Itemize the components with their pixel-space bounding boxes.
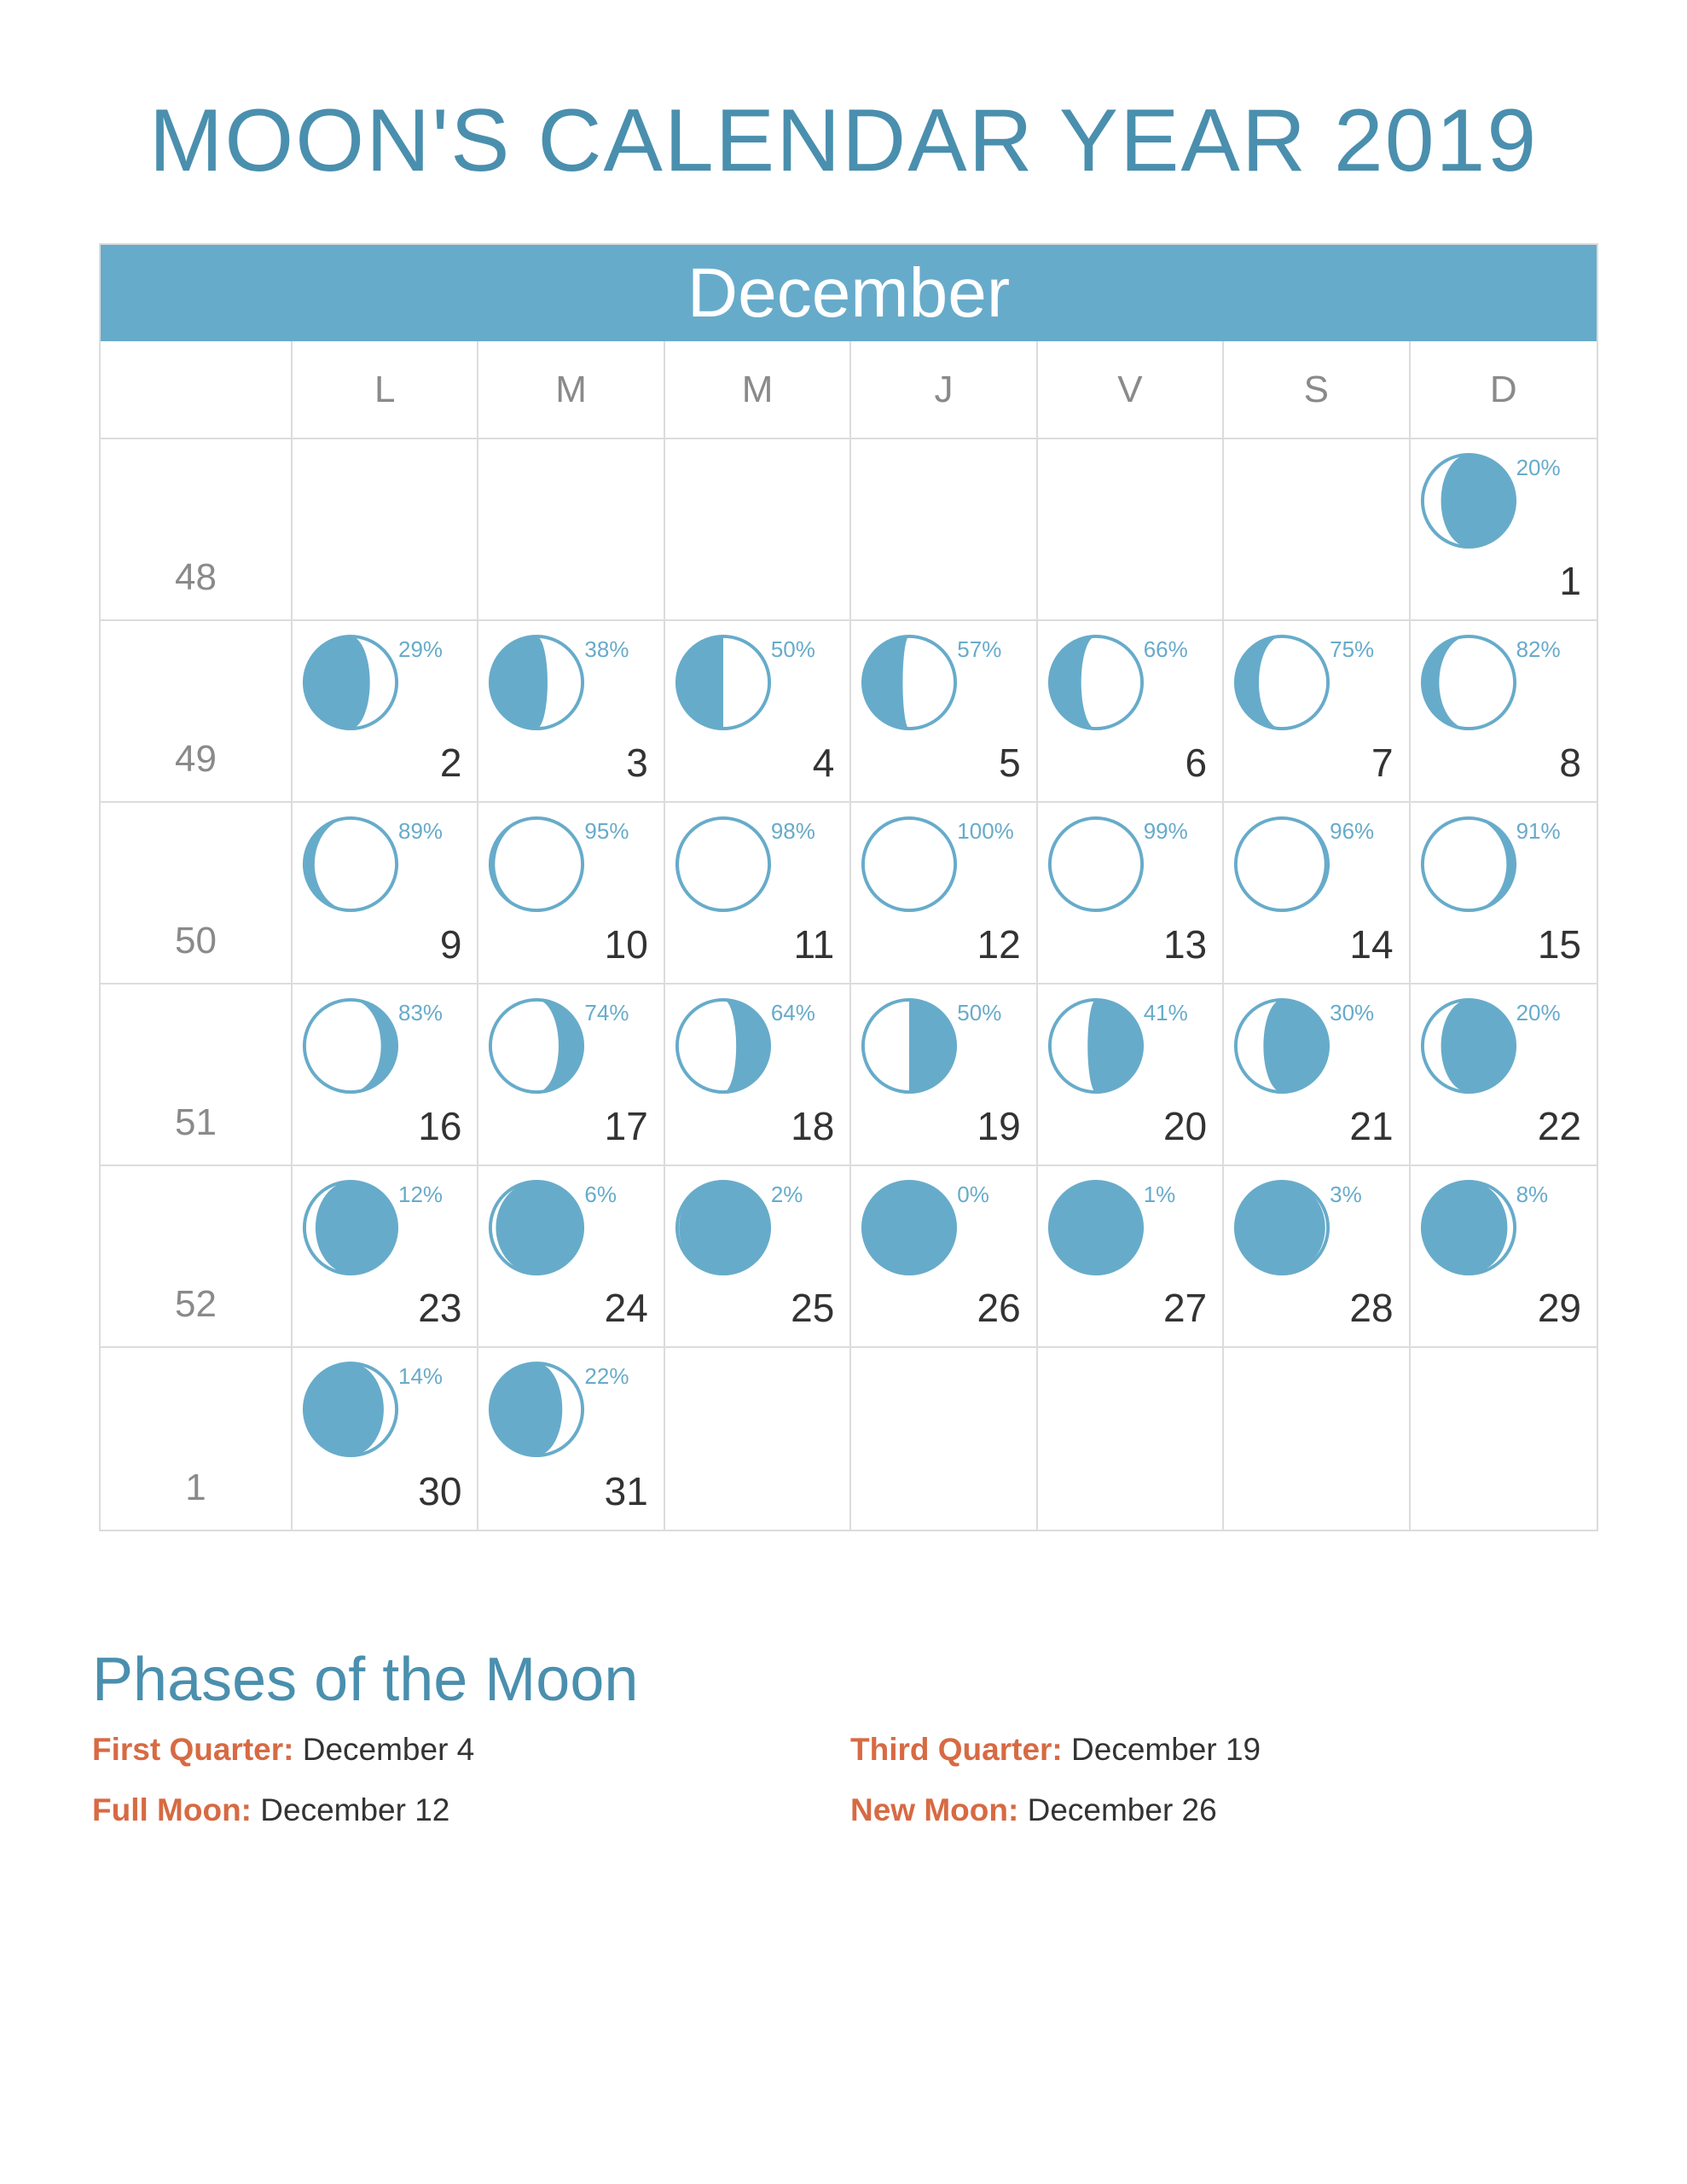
- empty-day-cell: [665, 439, 851, 621]
- moon-phase-icon: [1232, 996, 1332, 1096]
- phase-label: New Moon:: [850, 1792, 1019, 1827]
- illumination-percent: 8%: [1516, 1182, 1549, 1207]
- moon-phase-icon: [300, 1359, 401, 1460]
- day-cell[interactable]: [478, 803, 664, 985]
- illumination-percent: 3%: [1330, 1182, 1362, 1207]
- calendar-grid: [101, 341, 1597, 1530]
- day-cell[interactable]: [1411, 621, 1597, 803]
- day-number: 19: [977, 1104, 1021, 1148]
- weekday-header: V: [1038, 341, 1224, 439]
- moon-phase-icon: [1046, 1177, 1146, 1278]
- day-number: 4: [812, 741, 835, 785]
- illumination-percent: 66%: [1143, 636, 1188, 662]
- phase-date: December 12: [260, 1792, 450, 1827]
- illumination-percent: 12%: [398, 1182, 443, 1207]
- weekday-header: L: [293, 341, 478, 439]
- calendar: [99, 243, 1598, 1531]
- weekday-header: M: [478, 341, 664, 439]
- day-cell[interactable]: [665, 985, 851, 1166]
- moon-phase-icon: [1418, 1177, 1519, 1278]
- day-cell[interactable]: [1038, 985, 1224, 1166]
- empty-day-cell: [1411, 1348, 1597, 1530]
- illumination-percent: 41%: [1143, 1000, 1188, 1025]
- moon-phase-icon: [486, 1359, 587, 1460]
- day-cell[interactable]: [1411, 1166, 1597, 1348]
- day-cell[interactable]: [478, 985, 664, 1166]
- day-number: 16: [418, 1104, 462, 1148]
- phase-date: December 26: [1027, 1792, 1217, 1827]
- phase-label: First Quarter:: [92, 1732, 294, 1767]
- day-number: 18: [791, 1104, 835, 1148]
- day-cell[interactable]: [1224, 1166, 1410, 1348]
- day-number: 23: [418, 1286, 462, 1330]
- phase-new-moon: [850, 1792, 1217, 1828]
- page-title: MOON'S CALENDAR YEAR 2019: [148, 91, 1539, 190]
- week-number: 52: [101, 1166, 293, 1348]
- phase-label: Third Quarter:: [850, 1732, 1063, 1767]
- moon-phase-icon: [300, 1177, 401, 1278]
- moon-phase-icon: [1418, 632, 1519, 733]
- day-number: 8: [1559, 741, 1581, 785]
- weekday-header: S: [1224, 341, 1410, 439]
- day-number: 30: [418, 1469, 462, 1513]
- day-cell[interactable]: [851, 621, 1037, 803]
- weekday-header: D: [1411, 341, 1597, 439]
- moon-phase-icon: [673, 814, 774, 915]
- moon-phase-icon: [859, 996, 959, 1096]
- day-cell[interactable]: [851, 803, 1037, 985]
- day-number: 12: [977, 922, 1021, 967]
- day-cell[interactable]: [1411, 985, 1597, 1166]
- illumination-percent: 82%: [1516, 636, 1561, 662]
- day-cell[interactable]: [293, 1348, 478, 1530]
- illumination-percent: 14%: [398, 1363, 443, 1389]
- day-cell[interactable]: [1411, 803, 1597, 985]
- illumination-percent: 98%: [770, 818, 815, 844]
- moon-phase-icon: [1232, 632, 1332, 733]
- moon-phase-icon: [1046, 632, 1146, 733]
- moon-phase-icon: [486, 1177, 587, 1278]
- day-number: 28: [1349, 1286, 1394, 1330]
- day-number: 24: [604, 1286, 648, 1330]
- day-cell[interactable]: [1411, 439, 1597, 621]
- day-number: 15: [1537, 922, 1581, 967]
- illumination-percent: 74%: [584, 1000, 629, 1025]
- day-cell[interactable]: [1224, 621, 1410, 803]
- illumination-percent: 22%: [584, 1363, 629, 1389]
- day-number: 27: [1162, 1286, 1208, 1330]
- moon-phase-icon: [1046, 814, 1146, 915]
- day-cell[interactable]: [1224, 803, 1410, 985]
- moon-phase-icon: [486, 814, 587, 915]
- moon-phase-icon: [300, 632, 401, 733]
- moon-phase-icon: [859, 814, 959, 915]
- moon-phase-icon: [1418, 450, 1519, 551]
- day-number: 6: [1185, 741, 1208, 785]
- day-number: 2: [439, 741, 462, 785]
- day-number: 14: [1349, 922, 1394, 967]
- illumination-percent: 20%: [1516, 1000, 1561, 1025]
- phase-date: December 4: [302, 1732, 475, 1767]
- moon-phase-icon: [1418, 996, 1519, 1096]
- day-number: 1: [1559, 559, 1581, 603]
- day-cell[interactable]: [478, 621, 664, 803]
- day-number: 21: [1349, 1104, 1394, 1148]
- phase-label: Full Moon:: [92, 1792, 252, 1827]
- illumination-percent: 100%: [957, 818, 1014, 844]
- day-cell[interactable]: [665, 1166, 851, 1348]
- moon-phase-icon: [859, 632, 959, 733]
- day-cell[interactable]: [1038, 621, 1224, 803]
- phases-title: Phases of the Moon: [92, 1646, 639, 1714]
- day-cell[interactable]: [293, 1166, 478, 1348]
- week-number: 51: [101, 985, 293, 1166]
- day-number: 31: [604, 1469, 648, 1513]
- empty-day-cell: [1224, 439, 1410, 621]
- moon-phase-icon: [1046, 996, 1146, 1096]
- illumination-percent: 89%: [398, 818, 443, 844]
- day-cell[interactable]: [665, 803, 851, 985]
- empty-day-cell: [851, 1348, 1037, 1530]
- month-header: December: [101, 245, 1597, 341]
- empty-day-cell: [1224, 1348, 1410, 1530]
- moon-phase-icon: [673, 632, 774, 733]
- day-number: 26: [977, 1286, 1021, 1330]
- day-number: 13: [1162, 922, 1208, 967]
- phase-full-moon: [92, 1792, 449, 1828]
- day-cell[interactable]: [1224, 985, 1410, 1166]
- weekday-header: J: [851, 341, 1037, 439]
- day-number: 5: [999, 741, 1021, 785]
- moon-phase-icon: [673, 1177, 774, 1278]
- illumination-percent: 64%: [770, 1000, 815, 1025]
- weeknum-header-cell: [101, 341, 293, 439]
- day-cell[interactable]: [293, 985, 478, 1166]
- day-number: 17: [604, 1104, 648, 1148]
- moon-phase-icon: [300, 814, 401, 915]
- illumination-percent: 50%: [770, 636, 815, 662]
- moon-phase-icon: [673, 996, 774, 1096]
- illumination-percent: 99%: [1143, 818, 1188, 844]
- empty-day-cell: [851, 439, 1037, 621]
- day-cell[interactable]: [293, 621, 478, 803]
- moon-phase-icon: [1418, 814, 1519, 915]
- moon-phase-icon: [1232, 814, 1332, 915]
- moon-phase-icon: [859, 1177, 959, 1278]
- day-number: 22: [1537, 1104, 1581, 1148]
- illumination-percent: 6%: [584, 1182, 617, 1207]
- day-cell[interactable]: [1038, 803, 1224, 985]
- week-number: 48: [101, 439, 293, 621]
- day-cell[interactable]: [478, 1348, 664, 1530]
- week-number: 50: [101, 803, 293, 985]
- empty-day-cell: [1038, 1348, 1224, 1530]
- empty-day-cell: [1038, 439, 1224, 621]
- empty-day-cell: [478, 439, 664, 621]
- moon-phase-icon: [486, 632, 587, 733]
- empty-day-cell: [665, 1348, 851, 1530]
- weekday-header: M: [665, 341, 851, 439]
- day-number: 9: [439, 922, 462, 967]
- illumination-percent: 57%: [957, 636, 1002, 662]
- illumination-percent: 75%: [1330, 636, 1375, 662]
- day-number: 11: [793, 922, 835, 967]
- phase-third-quarter: [850, 1732, 1261, 1768]
- day-cell[interactable]: [851, 985, 1037, 1166]
- illumination-percent: 50%: [957, 1000, 1002, 1025]
- illumination-percent: 83%: [398, 1000, 443, 1025]
- day-cell[interactable]: [293, 803, 478, 985]
- day-number: 29: [1537, 1286, 1581, 1330]
- day-cell[interactable]: [1038, 1166, 1224, 1348]
- illumination-percent: 0%: [957, 1182, 989, 1207]
- illumination-percent: 1%: [1143, 1182, 1176, 1207]
- moon-phase-icon: [486, 996, 587, 1096]
- moon-phase-icon: [1232, 1177, 1332, 1278]
- day-number: 7: [1371, 741, 1394, 785]
- day-number: 25: [791, 1286, 835, 1330]
- illumination-percent: 29%: [398, 636, 443, 662]
- illumination-percent: 96%: [1330, 818, 1375, 844]
- illumination-percent: 38%: [584, 636, 629, 662]
- empty-day-cell: [293, 439, 478, 621]
- day-number: 20: [1162, 1104, 1208, 1148]
- week-number: 1: [101, 1348, 293, 1530]
- illumination-percent: 20%: [1516, 455, 1561, 480]
- day-cell[interactable]: [851, 1166, 1037, 1348]
- illumination-percent: 91%: [1516, 818, 1561, 844]
- phase-first-quarter: [92, 1732, 474, 1768]
- moon-phase-icon: [300, 996, 401, 1096]
- day-number: 3: [626, 741, 648, 785]
- phase-date: December 19: [1071, 1732, 1261, 1767]
- day-number: 10: [604, 922, 648, 967]
- illumination-percent: 30%: [1330, 1000, 1375, 1025]
- illumination-percent: 2%: [770, 1182, 803, 1207]
- day-cell[interactable]: [665, 621, 851, 803]
- illumination-percent: 95%: [584, 818, 629, 844]
- day-cell[interactable]: [478, 1166, 664, 1348]
- week-number: 49: [101, 621, 293, 803]
